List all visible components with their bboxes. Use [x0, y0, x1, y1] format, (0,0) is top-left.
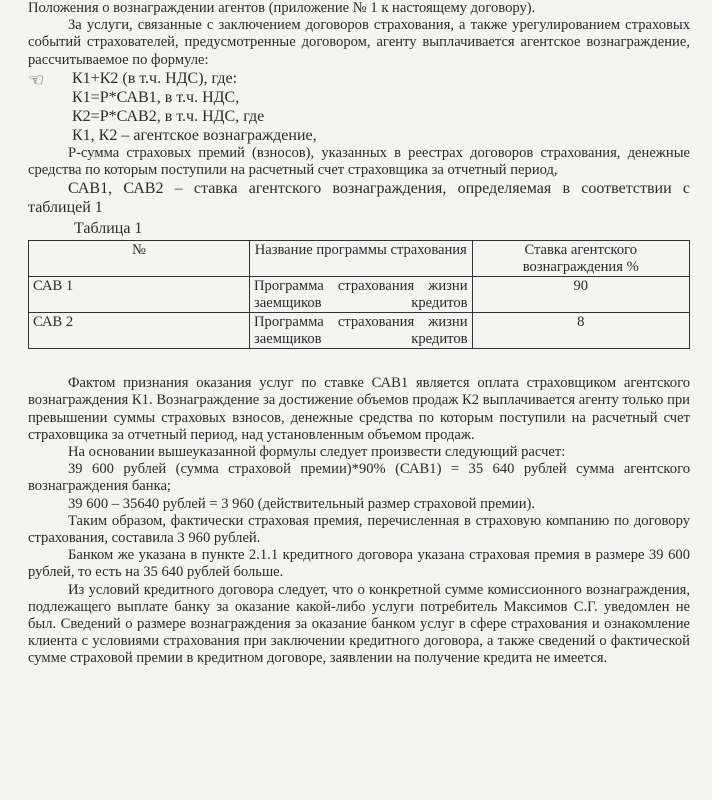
definition-sav: САВ1, САВ2 – ставка агентского вознаграждения, определяемая в соответствии с таблицей 1	[28, 180, 690, 217]
table-caption: Таблица 1	[74, 220, 143, 238]
document-page	[28, 0, 690, 668]
thus-paragraph: Таким образом, фактически страховая премия, перечисленная в страховую компанию по договору страхования, составила 3 960 рублей.	[28, 512, 690, 547]
calculation-2: 39 600 – 35640 рублей = 3 960 (действительный размер страховой премии).	[68, 495, 536, 512]
formula-line-2: К1=Р*САВ1, в т.ч. НДС,	[72, 88, 240, 106]
rates-table	[28, 240, 690, 349]
definition-p: Р-сумма страховых премий (взносов), указанных в реестрах договоров страхования, денежные средства по которым поступили на расчетный счет страховщика за отчетный период,	[28, 144, 690, 179]
table-cell-program: Программа страхования жизни заемщиков кредитов	[250, 313, 473, 349]
conditions-paragraph: Из условий кредитного договора следует, что о конкретной сумме комиссионного вознаграждения, подлежащего выплате банку за оказание какой-либо услуги потребитель Максимов С.Г. уведомлен не был. Сведений о размере вознаграждения за оказание банком услуг в сфере страхования и ознакомление клиента с условиями страхования при заключении кредитного договора, а также сведений о фактической сумме страховой премии в кредитном договоре, заявлении на получение кредита не имеется.	[28, 581, 690, 667]
basis-paragraph: На основании вышеуказанной формулы следует произвести следующий расчет:	[68, 444, 566, 461]
table-header-program: Название программы страхования	[250, 241, 473, 277]
calculation-1: 39 600 рублей (сумма страховой премии)*90% (САВ1) = 35 640 рублей сумма агентского вознаграждения банка;	[28, 461, 690, 495]
pointing-hand-icon: ☜	[28, 69, 45, 90]
table-cell-rate: 8	[472, 313, 689, 349]
bank-paragraph: Банком же указана в пункте 2.1.1 кредитного договора указана страховая премия в размере 39 600 рублей, то есть на 35 640 рублей больше.	[28, 547, 690, 581]
intro-paragraph: За услуги, связанные с заключением договоров страхования, а также урегулированием страховых событий страхователей, предусмотренные договором, агенту выплачивается агентское вознаграждение, рассчитываемое по формуле:	[28, 17, 690, 68]
formula-line-1: К1+К2 (в т.ч. НДС), где:	[72, 69, 238, 87]
fact-paragraph: Фактом признания оказания услуг по ставке САВ1 является оплата страховщиком агентского вознаграждения К1. Вознаграждение за достижение объемов продаж К2 выплачивается агенту только при превышении суммы страховых взносов, денежные средства по которым поступили на расчетный счет страховщика за отчетный период, над установленным объемом продаж.	[28, 375, 690, 443]
header-line: Положения о вознаграждении агентов (приложение № 1 к настоящему договору).	[28, 0, 536, 16]
table-cell-code: САВ 1	[29, 277, 250, 313]
table-header-row	[29, 241, 690, 277]
table-cell-code: САВ 2	[29, 313, 250, 349]
table-cell-program: Программа страхования жизни заемщиков кредитов	[250, 277, 473, 313]
formula-line-3: К2=Р*САВ2, в т.ч. НДС, где	[72, 107, 265, 125]
formula-block	[28, 69, 690, 145]
table-header-number: №	[29, 241, 250, 277]
table-header-rate: Ставка агентского вознаграждения %	[472, 241, 689, 277]
formula-line-4: К1, К2 – агентское вознаграждение,	[72, 126, 317, 144]
table-row	[29, 313, 690, 349]
table-row	[29, 277, 690, 313]
table-cell-rate: 90	[472, 277, 689, 313]
